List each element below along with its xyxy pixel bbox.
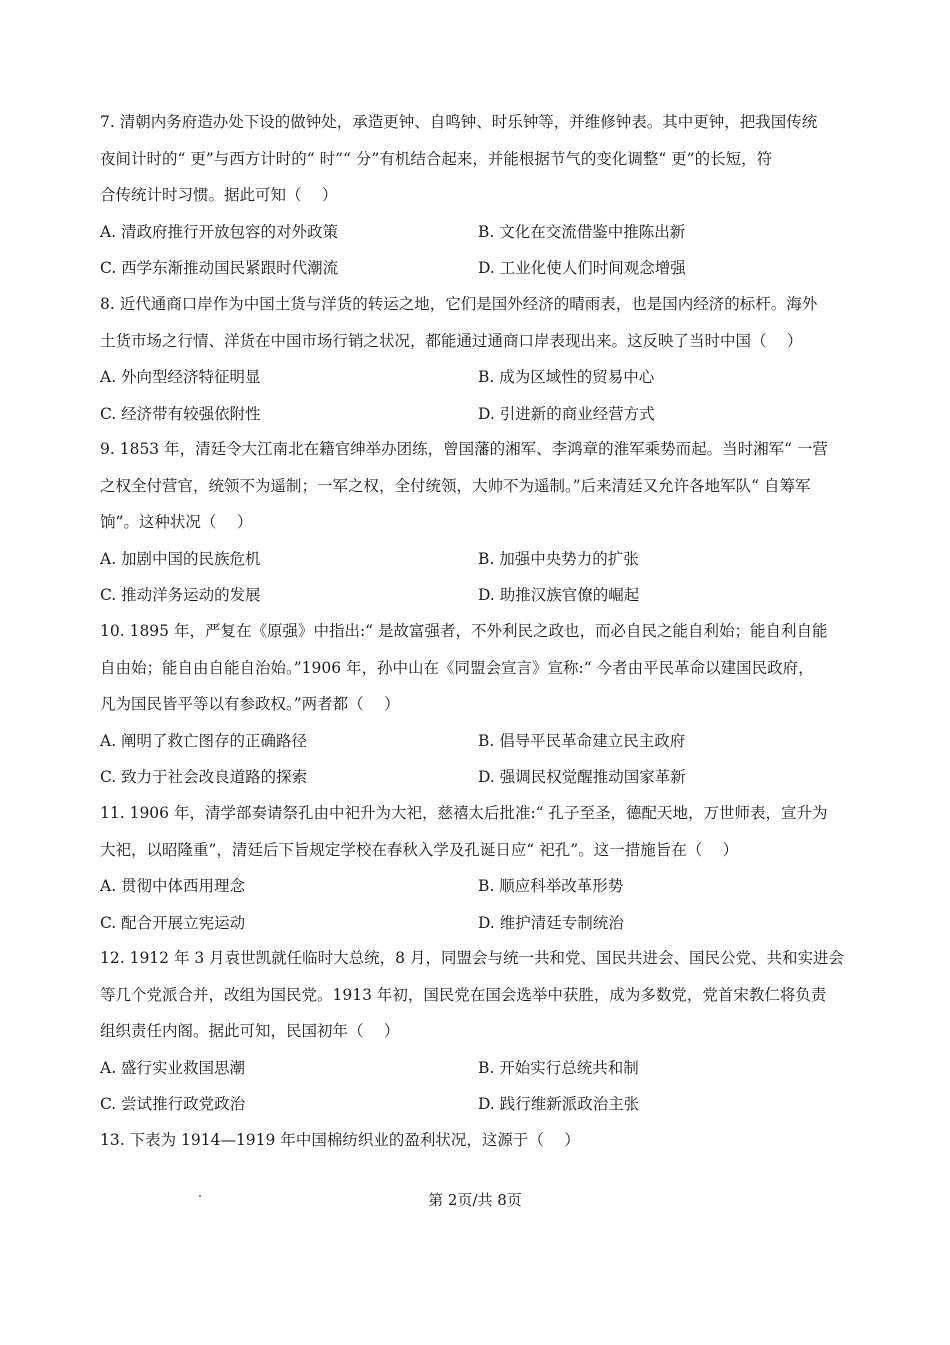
question-12-option-b: B. 开始实行总统共和制 [478,1058,639,1077]
question-12-line-3: 组织责任内阁。据此可知，民国初年（ ） [100,1022,400,1040]
question-11-line-2: 大祀，以昭隆重”，清廷后下旨规定学校在春秋入学及孔诞日应“ 祀孔”。这一措施旨在（ ） [100,840,739,859]
question-7-line-3: 合传统计时习惯。据此可知（ ） [100,186,338,204]
question-12-options-row-1 [100,1050,860,1087]
question-7-option-b: B. 文化在交流借鉴中推陈出新 [478,222,686,241]
question-9-line-3: 饷”。这种状况（ ） [100,513,253,531]
question-8-option-a: A. 外向型经济特征明显 [100,368,261,386]
question-11-options-row-1 [100,868,860,905]
question-11 [100,795,860,941]
question-13 [100,1122,860,1159]
question-7-options-row-1 [100,214,860,251]
question-7 [100,104,860,287]
question-12-option-a: A. 盛行实业救国思潮 [100,1058,246,1077]
question-9-option-a: A. 加剧中国的民族危机 [100,549,261,568]
question-12-option-c: C. 尝试推行政党政治 [100,1095,246,1113]
question-11-line-1: 11. 1906 年，清学部奏请祭孔由中祀升为大祀，慈禧太后批准:“ 孔子至圣，德配天地，万世师表，宣升为 [100,804,828,822]
question-9-line-1: 9. 1853 年，清廷令大江南北在籍官绅举办团练，曾国藩的湘军、李鸿章的淮军乘势而起。当时湘军“ 一营 [100,440,828,458]
question-7-options-row-2 [100,250,860,287]
question-10-line-3: 凡为国民皆平等以有参政权。”两者都（ ） [100,695,400,713]
question-8-option-d: D. 引进新的商业经营方式 [478,404,655,423]
question-10-option-b: B. 倡导平民革命建立民主政府 [478,731,686,750]
question-9-option-d: D. 助推汉族官僚的崛起 [478,586,640,604]
question-7-option-c: C. 西学东渐推动国民紧跟时代潮流 [100,259,339,277]
question-10-line-2: 自由始；能自由自能自治始。”1906 年，孙中山在《同盟会宣言》宣称:“ 今者由平民革命以建国民政府， [100,658,814,677]
question-12-option-d: D. 践行维新派政治主张 [478,1095,640,1113]
question-9-option-b: B. 加强中央势力的扩张 [478,549,639,568]
page-footer: 第 2页/共 8页 [428,1191,522,1209]
question-8-line-1: 8. 近代通商口岸作为中国土货与洋货的转运之地，它们是国外经济的晴雨表，也是国内经济的标杆。海外 [100,295,818,313]
question-8-options-row-2 [100,396,860,433]
question-10 [100,613,860,796]
question-7-line-2: 夜间计时的“ 更”与西方计时的“ 时”“ 分”有机结合起来，并能根据节气的变化调整“ 更”的长短，符 [100,149,773,168]
question-8-option-c: C. 经济带有较强依附性 [100,404,261,423]
question-9 [100,431,860,614]
question-12-options-row-2 [100,1086,860,1123]
question-10-options-row-1 [100,723,860,760]
question-7-option-a: A. 清政府推行开放包容的对外政策 [100,222,339,241]
question-9-option-c: C. 推动洋务运动的发展 [100,586,261,604]
question-10-options-row-2 [100,759,860,796]
question-10-option-d: D. 强调民权觉醒推动国家革新 [478,768,686,786]
question-12 [100,940,860,1123]
question-9-options-row-1 [100,541,860,578]
question-8-option-b: B. 成为区域性的贸易中心 [478,368,655,386]
question-11-option-c: C. 配合开展立宪运动 [100,913,246,932]
question-9-options-row-2 [100,577,860,614]
question-10-line-1: 10. 1895 年，严复在《原强》中指出:“ 是故富强者，不外利民之政也，而必自民之能自利始；能自利自能 [100,622,828,640]
question-11-option-a: A. 贯彻中体西用理念 [100,877,246,895]
question-7-line-1: 7. 清朝内务府造办处下设的做钟处，承造更钟、自鸣钟、时乐钟等，并维修钟表。其中更钟，把我国传统 [100,113,818,131]
question-13-line-1: 13. 下表为 1914—1919 年中国棉纺织业的盈利状况，这源于（ ） [100,1131,580,1149]
question-10-option-a: A. 阐明了救亡图存的正确路径 [100,731,308,750]
question-11-options-row-2 [100,905,860,942]
question-9-line-2: 之权全付营官，统领不为遥制；一军之权，全付统领，大帅不为遥制。”后来清廷又允许各地军队“ 自筹军 [100,476,811,495]
question-12-line-2: 等几个党派合并，改组为国民党。1913 年初，国民党在国会选举中获胜，成为多数党，党首宋教仁将负责 [100,985,827,1004]
question-8 [100,286,860,432]
question-12-line-1: 12. 1912 年 3 月袁世凯就任临时大总统，8 月，同盟会与统一共和党、国民共进会、国民公党、共和实进会 [100,949,844,967]
question-8-line-2: 土货市场之行情、洋货在中国市场行销之状况，都能通过通商口岸表现出来。这反映了当时中国（ ） [100,331,803,350]
question-11-option-b: B. 顺应科举改革形势 [478,877,624,895]
question-7-option-d: D. 工业化使人们时间观念增强 [478,259,686,277]
question-10-option-c: C. 致力于社会改良道路的探索 [100,768,308,786]
question-11-option-d: D. 维护清廷专制统治 [478,913,624,932]
question-8-options-row-1 [100,359,860,396]
